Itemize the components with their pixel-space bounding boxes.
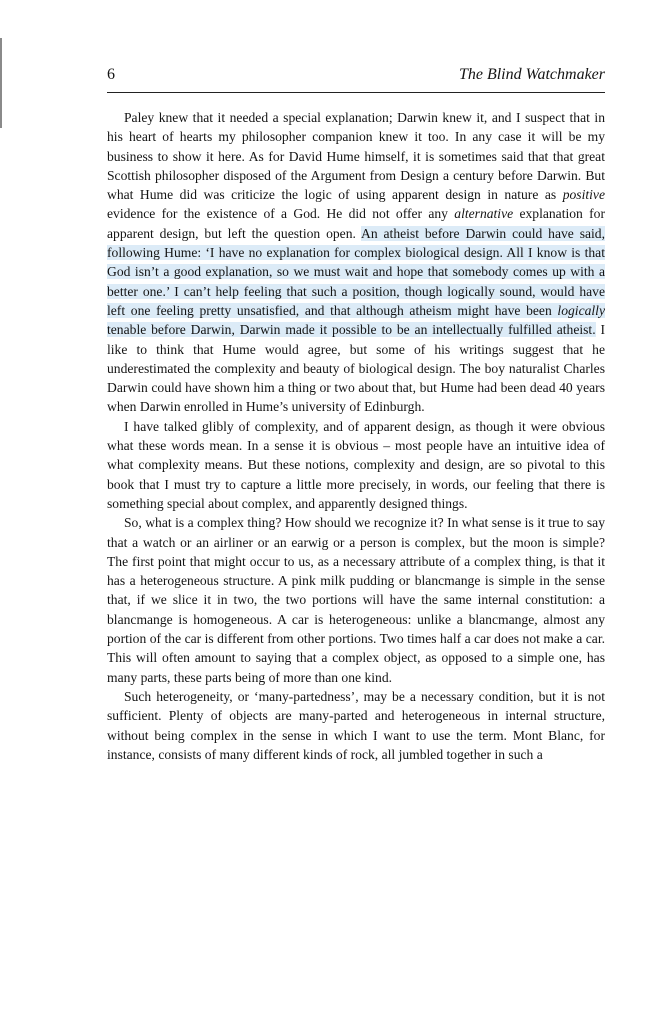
book-page [107, 66, 605, 764]
running-title: The Blind Watchmaker [458, 66, 605, 83]
page-header [107, 66, 605, 90]
header-rule [107, 92, 605, 93]
paragraph-4: Such heterogeneity, or ‘many-partedness’, may be a necessary condition, but it is not sufficient. Plenty of objects are many-parted and heterogeneous in internal structure, without being complex in the sense in which I want to use the term. Mont Blanc, for instance, consists of many different kinds of rock, all jumbled together in such a [107, 688, 605, 762]
paragraph-1-text-c: explanation for apparent design, but left the question open. [107, 206, 605, 241]
emphasis-positive: positive [562, 187, 605, 203]
highlighted-passage[interactable] [107, 226, 605, 337]
paragraph-1 [107, 108, 605, 417]
highlight-text-b: tenable before Darwin, Darwin made it possible to be an intellectually fulfilled atheist. [107, 322, 596, 338]
page-number: 6 [107, 66, 115, 83]
emphasis-alternative: alternative [454, 206, 514, 222]
paragraph-1-text-d: I like to think that Hume would agree, but some of his writings suggest that he underestimated the complexity and beauty of biological design. The boy naturalist Charles Darwin could have shown him a thing or two about that, but Hume had been dead 40 years when Darwin enrolled in Hume’s university of Edinburgh. [107, 322, 605, 415]
paragraph-1-text-a: Paley knew that it needed a special explanation; Darwin knew it, and I suspect that in his heart of hearts my philosopher companion knew it too. In any case it will be my business to show it here. As for David Hume himself, it is sometimes said that that great Scottish philosopher disposed of the Argument from Design a century before Darwin. But what Hume did was criticize the logic of using apparent design in nature as [107, 110, 605, 203]
emphasis-logically: logically [557, 302, 605, 318]
highlight-text-a: An atheist before Darwin could have said, following Hume: ‘I have no explanation for complex biological design. All I know is that God isn’t a good explanation, so we must wait and hope that somebody comes up with a better one.’ I can’t help feeling that such a position, though logically sound, would have left one feeling pretty unsatisfied, and that although atheism might have been [107, 225, 606, 318]
paragraph-3: So, what is a complex thing? How should we recognize it? In what sense is it true to say that a watch or an airliner or an earwig or a person is complex, but the moon is simple? The first point that might occur to us, as a necessary attribute of a complex thing, is that it has a heterogeneous structure. A pink milk pudding or blancmange is simple in the sense that, if we slice it in two, the two portions will have the same internal constitution: a blancmange is homogeneous. A car is heterogeneous: unlike a blancmange, almost any portion of the car is different from other portions. Two times half a car does not make a car. This will often amount to saying that a complex object, as opposed to a simple one, has many parts, these parts being of more than one kind. [107, 515, 605, 685]
paragraph-2: I have talked glibly of complexity, and of apparent design, as though it were obvious what these words mean. In a sense it is obvious – most people have an intuitive idea of what complexity means. But these notions, complexity and design, are so pivotal to this book that I must try to capture a little more precisely, in words, our feeling that there is something special about complex, and apparently designed things. [107, 418, 605, 511]
scan-edge-mark [0, 38, 2, 128]
paragraph-1-text-b: evidence for the existence of a God. He did not offer any [107, 206, 455, 222]
